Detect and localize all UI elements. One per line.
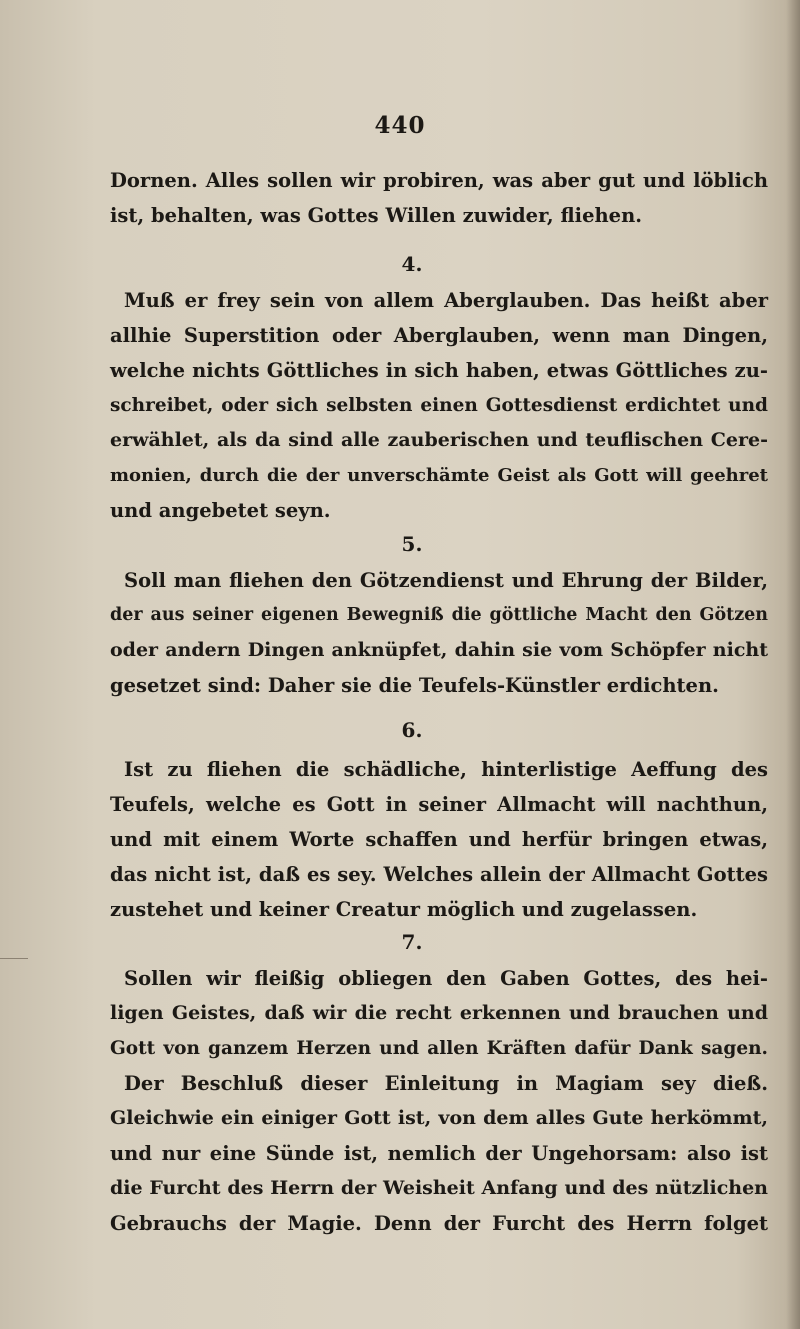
text-line: Gebrauchs der Magie. Denn der Furcht des Herrn folget [110,1212,768,1235]
margin-mark [0,958,28,959]
text-line: der aus seiner eigenen Bewegniß die göttliche Macht den Götzen [110,605,768,625]
text-line: Teufels, welche es Gott in seiner Allmacht will nachthun, [110,793,768,816]
text-line: gesetzet sind: Daher sie die Teufels-Künstler erdichten. [110,674,719,697]
text-line: das nicht ist, daß es sey. Welches allein der Allmacht Gottes [110,863,768,886]
text-line: Ist zu fliehen die schädliche, hinterlistige Aeffung des [124,758,768,781]
section-number-6: 6. [401,718,423,742]
text-line: monien, durch die der unverschämte Geist als Gott will geehret [110,465,768,486]
text-line: oder andern Dingen anknüpfet, dahin sie vom Schöpfer nicht [110,639,768,661]
text-line: erwählet, als da sind alle zauberischen und teuflischen Cere- [110,429,768,451]
text-line: ligen Geistes, daß wir die recht erkennen und brauchen und [110,1002,768,1024]
section-4-paragraph [110,283,768,528]
section-7-paragraph [110,961,768,1241]
text-line: Muß er frey sein von allem Aberglauben. Das heißt aber [124,289,768,312]
text-line: allhie Superstition oder Aberglauben, wenn man Dingen, [110,324,768,347]
text-line: welche nichts Göttliches in sich haben, etwas Göttliches zu- [110,359,768,382]
text-line: und mit einem Worte schaffen und herfür bringen etwas, [110,828,768,851]
page-number: 440 [374,112,426,139]
text-line: Dornen. Alles sollen wir probiren, was aber gut und löblich [110,169,768,192]
text-line: Sollen wir fleißig obliegen den Gaben Gottes, des hei- [124,967,768,990]
text-line: Gott von ganzem Herzen und allen Kräften dafür Dank sagen. [110,1038,768,1059]
text-line: Der Beschluß dieser Einleitung in Magiam sey dieß. [124,1072,768,1095]
text-line: zustehet und keiner Creatur möglich und zugelassen. [110,898,698,921]
text-line: schreibet, oder sich selbsten einen Gottesdienst erdichtet und [110,395,768,416]
section-number-4: 4. [401,252,423,276]
intro-paragraph [110,163,768,233]
text-line: ist, behalten, was Gottes Willen zuwider, fliehen. [110,204,643,227]
text-line: Soll man fliehen den Götzendienst und Ehrung der Bilder, [124,569,768,592]
section-number-7: 7. [401,930,423,954]
section-number-5: 5. [401,532,423,556]
text-line: und nur eine Sünde ist, nemlich der Ungehorsam: also ist [110,1142,768,1165]
text-line: die Furcht des Herrn der Weisheit Anfang und des nützlichen [110,1177,768,1199]
text-line: Gleichwie ein einiger Gott ist, von dem alles Gute herkömmt, [110,1107,768,1129]
page-spine-shadow [786,0,800,1329]
section-5-paragraph [110,563,768,703]
text-line: und angebetet seyn. [110,499,331,522]
section-6-paragraph [110,752,768,927]
